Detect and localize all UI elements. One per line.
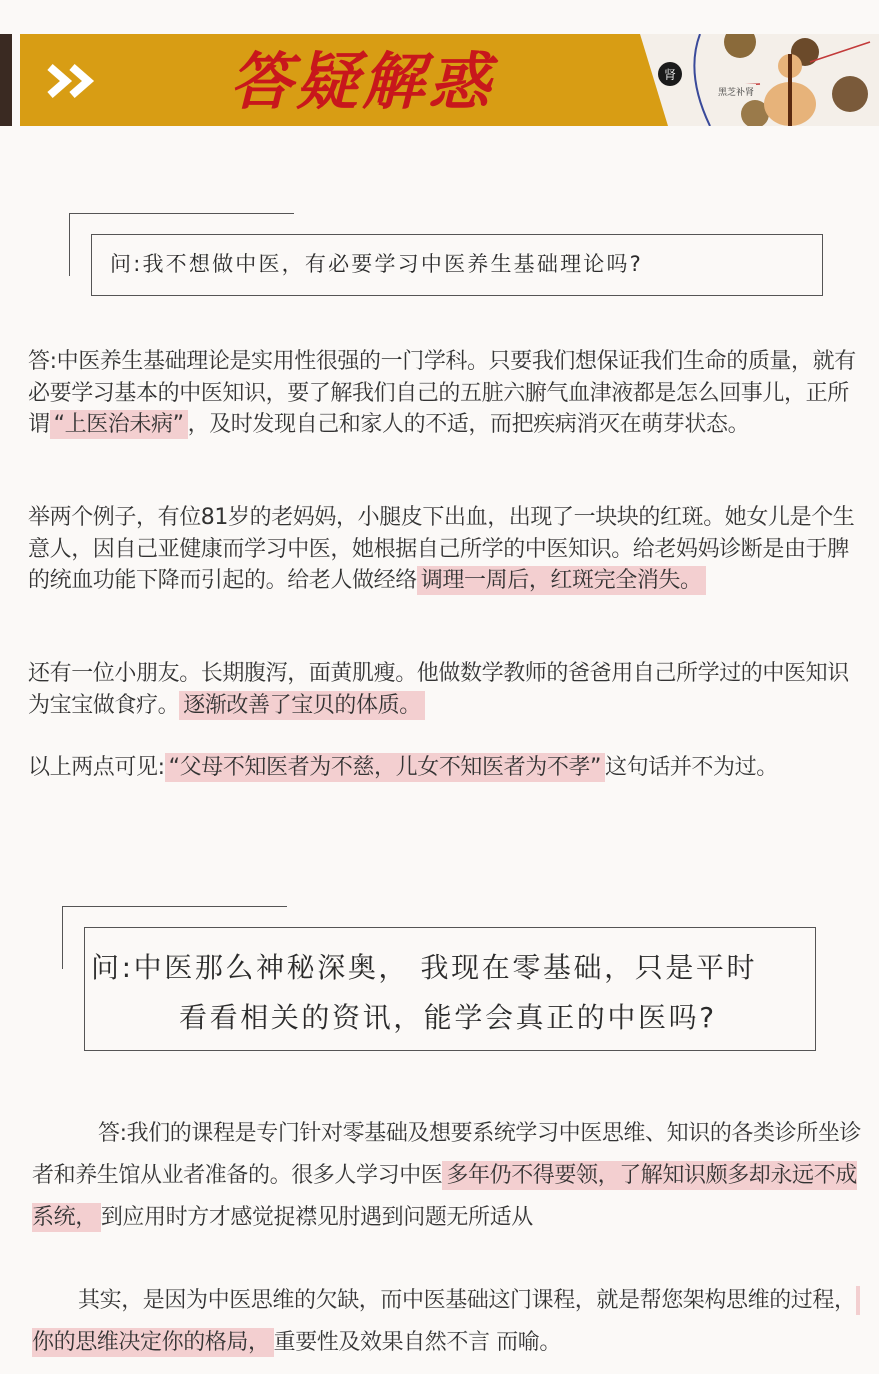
- question-frame-top-line: [69, 213, 294, 214]
- highlighted-text: “上医治未病”: [50, 410, 188, 439]
- question-box-2: [84, 927, 816, 1051]
- question-1-text: 问:我不想做中医，有必要学习中医养生基础理论吗?: [110, 252, 644, 276]
- svg-text:黑芝补肾: 黑芝补肾: [718, 88, 755, 98]
- meditating-figure-herbs-illustration: [640, 34, 879, 126]
- highlighted-text: “父母不知医者为不慈，儿女不知医者为不孝”: [165, 753, 605, 782]
- answer-text: 举两个例子，有位81岁的老妈妈，小腿皮下出血，出现了一块块的红斑。她女儿是个生意人，因自己亚健康而学习中医，她根据自己所学的中医知识。给老妈妈诊断是由于脾的统血功能下降而引起的。给老人做经络: [28, 505, 855, 593]
- answer-text: 重要性及效果自然不言 而喻。: [273, 1330, 562, 1355]
- answer-1-paragraph-1: [28, 346, 860, 441]
- question-frame-left-line: [69, 213, 70, 276]
- answer-text: 到应用时方才感觉捉襟见肘遇到问题无所适从: [100, 1205, 533, 1230]
- answer-text: 其实，是因为中医思维的欠缺，而中医基础这门课程，就是帮您架构思维的过程，: [78, 1288, 856, 1313]
- svg-text:肾: 肾: [663, 68, 677, 82]
- left-accent-strip: [0, 34, 12, 126]
- highlighted-text: 调理一周后，红斑完全消失。: [417, 566, 706, 595]
- answer-text: 这句话并不为过。: [605, 755, 778, 780]
- answer-text: 答:我们的课程是专门针对零基础及想要系统学习中医思维、知识的各类诊所坐诊者和养生馆从业者准备的。很多人学习中医: [32, 1121, 862, 1188]
- question-2-line-1: 问:中医那么神秘深奥， 我现在零基础，只是平时: [91, 951, 758, 984]
- question-frame-left-line: [62, 906, 63, 969]
- answer-1-paragraph-3: [28, 658, 860, 721]
- answer-text: ，及时发现自己和家人的不适，而把疾病消灭在萌芽状态。: [187, 412, 750, 437]
- answer-1-paragraph-2: [28, 502, 860, 597]
- banner-title: 答疑解惑: [230, 45, 495, 118]
- answer-text: 以上两点可见:: [28, 755, 165, 780]
- answer-text: 答:中医养生基础理论是实用性很强的一门学科。只要我们想保证我们生命的质量，就有必要学习基本的中医知识，要了解我们自己的五脏六腑气血津液都是怎么回事儿，正所谓: [28, 349, 856, 437]
- header-banner: [20, 34, 879, 126]
- question-frame-top-line: [62, 906, 287, 907]
- answer-text: 还有一位小朋友。长期腹泻，面黄肌瘦。他做数学教师的爸爸用自己所学过的中医知识为宝宝做食疗。: [28, 661, 849, 718]
- double-chevron-right-icon: [46, 64, 102, 98]
- question-2-line-2: 看看相关的资讯，能学会真正的中医吗?: [179, 1001, 717, 1034]
- highlighted-text: 多年仍不得要领，了解知识颇多却永远不成系统，: [32, 1163, 857, 1230]
- highlighted-text: 逐渐改善了宝贝的体质。: [179, 691, 425, 720]
- highlighted-text: 你的思维决定你的格局，: [32, 1286, 860, 1357]
- question-box-1: [91, 234, 823, 296]
- answer-1-paragraph-4: [28, 752, 860, 784]
- answer-2-paragraph-1: [32, 1113, 862, 1239]
- answer-2-paragraph-2: [32, 1280, 862, 1364]
